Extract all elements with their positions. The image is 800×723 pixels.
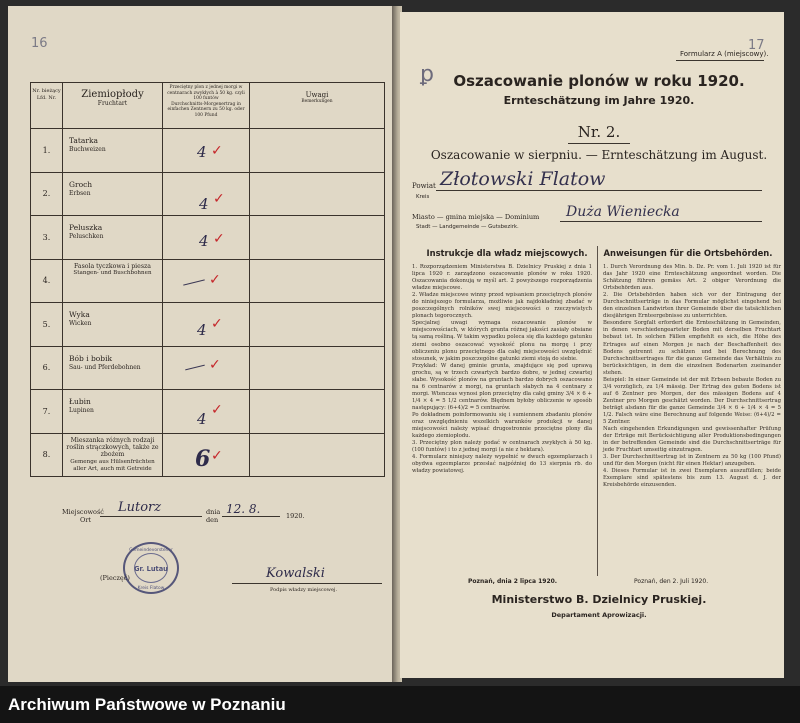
yield-cell: [163, 216, 250, 260]
place-label-de: Ort: [80, 516, 92, 524]
crop-pl: Wyka: [69, 310, 90, 319]
header-nr: Nr. bieżący Lfd. Nr.: [31, 83, 63, 129]
check-mark-icon: ✓: [211, 402, 223, 418]
signature-label: Podpis władzy miejscowej.: [270, 587, 338, 593]
row-nr: 1.: [31, 129, 63, 173]
form-number: Nr. 2.: [577, 123, 621, 141]
de-paragraph: 3. Der Durchschnittsertrag ist in Zentnern zu 50 kg (100 Pfund) und für den Morgen (nicht für einen Hektar) anzugeben.: [603, 454, 781, 468]
check-mark-icon: ✓: [213, 190, 225, 207]
remarks-cell: [250, 172, 385, 216]
yield-cell: [163, 433, 250, 477]
check-mark-icon: ✓: [213, 231, 225, 247]
header-remarks-pl: Uwagi: [305, 91, 329, 99]
instructions-pl: [412, 264, 592, 475]
seal-bottom-text: Kreis Flatow: [137, 586, 165, 591]
yield-cell: [163, 172, 250, 216]
row-nr: 5.: [31, 303, 63, 347]
instructions-de-heading: Anweisungen für die Ortsbehörden.: [603, 248, 773, 258]
crop-yield-table: [30, 82, 385, 477]
county-line: [436, 190, 762, 191]
table-row: [31, 433, 385, 477]
date-value: 12. 8.: [226, 502, 261, 516]
pl-paragraph: 4. Formularz niniejszy należy wypełnić w dwuch egzemplarzach i obydwa egzemplarze przesłać najpóźniej do 13 sierpnia rb. do władzy powiatowej.: [412, 454, 592, 475]
archive-caption: Archiwum Państwowe w Poznaniu: [8, 695, 286, 714]
county-value: Złotowski Flatow: [440, 168, 606, 190]
crop-pl: Mieszanka różnych rodzaji roślin strączkowych, także ze zbożem: [66, 436, 159, 459]
place-type-label: Miasto — gmina miejska — Dominium: [412, 213, 540, 221]
county-label: Powiat: [412, 182, 436, 190]
yield-value: 4: [197, 143, 207, 161]
table-row: [31, 216, 385, 260]
table-header-row: [31, 83, 385, 129]
place-label: Miejscowość: [62, 508, 104, 516]
table-row: [31, 346, 385, 390]
header-crop: [63, 83, 163, 129]
crop-pl: Fasola tyczkowa i piesza: [74, 262, 151, 270]
table-row: [31, 129, 385, 173]
yield-value: 4: [197, 321, 207, 339]
crop-cell: [63, 433, 163, 477]
county-label-de: Kreis: [416, 194, 430, 200]
check-mark-icon: ✓: [211, 143, 223, 159]
de-paragraph: 4. Dieses Formular ist in zwei Exemplaren auszufüllen; beide Exemplare sind spätestens bis zum 13. August d. J. der Kreisbehörde einzusenden.: [603, 468, 781, 489]
table-row: [31, 390, 385, 434]
remarks-cell: [250, 346, 385, 390]
dash-mark: [185, 364, 205, 370]
pl-paragraph: 3. Przeciętny plon należy podać w centnarach zwykłych à 50 kg. (100 funtów) i to z jednej morgi (a nie z hektara).: [412, 440, 592, 454]
pl-paragraph: 1. Rozporządzeniem Ministerstwa B. Dzielnicy Pruskiej z dnia 1 lipca 1920 r. zarządzono oszacowanie plonów w roku 1920. Oszacowania dokonują w myśl art. 2 powyższego rozporządzenia władze miejscowe.: [412, 264, 592, 292]
date-pl: Poznań, dnia 2 lipca 1920.: [468, 578, 558, 585]
document-title: Oszacowanie plonów w roku 1920.: [453, 72, 745, 90]
date-label-de: den: [206, 516, 219, 524]
instructions-pl-heading: Instrukcje dla władz miejscowych.: [426, 248, 588, 258]
crop-pl: Peluszka: [69, 223, 103, 232]
de-paragraph: Besondere Sorgfalt erfordert die Ernteschätzung in Gemeinden, in denen verschiedengearteter Boden mit derselben Fruchtart bebaut ist. In solchen Fällen empfiehlt es sich, die Höhe des Ertrages auf einen Morgen je nach der Beschaffenheit des Bodens getrennt zu schätzen und bei Berechnung des Durchschnittsertrages für die ganze Gemeinde das Verhältnis zu berücksichtigen, in dem die einzelnen Bodenarten zueinander stehen.: [603, 320, 781, 376]
check-mark-icon: ✓: [209, 356, 221, 373]
yield-value: 6: [195, 445, 211, 472]
remarks-cell: [250, 433, 385, 477]
pencil-page-number-right: 17: [748, 38, 765, 53]
archive-caption-bar: [0, 686, 800, 723]
remarks-cell: [250, 303, 385, 347]
pl-paragraph: Po dokładnem poinformowaniu się i sumiennem zbadaniu plonów oraz uwzględnieniu wszelkich warunków produkcji w danej miejscowości należy wpisać drugostronnie przeciętne plony dla każdego ziemiopłodu.: [412, 411, 592, 440]
crop-de: Lupinen: [69, 407, 94, 414]
de-paragraph: 1. Durch Verordnung des Min. b. Dz. Pr. vom 1. Juli 1920 ist für das Jahr 1920 eine Ernteschätzung angeordnet worden. Die Schätzung führen gemäss Art. 2 obiger Verordnung die Ortsbehörden aus.: [603, 264, 781, 292]
check-mark-icon: ✓: [209, 271, 221, 288]
date-year: 1920.: [286, 512, 305, 520]
header-remarks: [250, 83, 385, 129]
remarks-cell: [250, 390, 385, 434]
seal-mid-text: Gr. Lutau: [134, 565, 168, 573]
form-label: Formularz A (miejscowy).: [680, 50, 769, 58]
crop-cell: [63, 216, 163, 260]
yield-cell: [163, 303, 250, 347]
header-yield-pl: Przeciętny plon z jednej morgi w centnarach zwykłych à 50 kg. czyli 100 funtów: [167, 85, 245, 102]
place-type-value: Duża Wieniecka: [566, 204, 680, 220]
crop-de: Wicken: [69, 320, 92, 327]
remarks-cell: [250, 216, 385, 260]
row-nr: 8.: [31, 433, 63, 477]
document-title-de: Ernteschätzung im Jahre 1920.: [503, 94, 695, 107]
remarks-cell: [250, 259, 385, 303]
crop-cell: [63, 390, 163, 434]
crop-pl: Bób i bobik: [69, 353, 113, 363]
yield-cell: [163, 259, 250, 303]
yield-value: 4: [199, 194, 209, 213]
pencil-page-number-left: 16: [31, 36, 48, 51]
form-label-underline: [676, 60, 764, 61]
column-divider: [597, 246, 598, 576]
seal-label: (Pieczęć): [100, 574, 130, 582]
pl-paragraph: Przykład: W danej gminie grunta, znajdujące się pod uprawą grochu, są w trzech czwartych bardzo dobre, w jednej czwartej słabe. Wysokość plonów na gruntach bardzo dobrych oszacowano na 6 centnarów z morgi, na gruntach słabych na 4 centnary z morgi. Wtenczas wynosi plon przeciętny dla całej gminy 3/4 × 6 + 1/4 × 4 = 5 1/2 centnarów. Błędnem byłoby obliczenie w sposób następujący: (6+4)/2 = 5 centnarów.: [412, 362, 592, 411]
official-signature: Kowalski: [266, 566, 325, 581]
crop-de: Sau- und Pferdebohnen: [69, 363, 141, 371]
yield-cell: [163, 129, 250, 173]
date-label: dnia: [206, 508, 221, 516]
place-value: Lutorz: [118, 500, 162, 515]
place-line: [100, 516, 202, 517]
table-row: [31, 303, 385, 347]
header-yield-de: Durchschnitts-Morgenertrag in einfachen Zentnern zu 50 kg. oder 100 Pfund: [167, 101, 245, 118]
dash-mark: [183, 279, 205, 285]
row-nr: 6.: [31, 346, 63, 390]
crop-de: Erbsen: [69, 189, 91, 197]
header-crop-pl: Ziemiopłody: [81, 89, 144, 100]
row-nr: 7.: [31, 390, 63, 434]
row-nr: 3.: [31, 216, 63, 260]
row-nr: 2.: [31, 172, 63, 216]
form-number-underline: [568, 143, 630, 144]
yield-value: 4: [199, 232, 209, 250]
crop-pl: Tatarka: [69, 136, 98, 145]
seal-top-text: Gemeindevorsteher: [129, 548, 173, 553]
instructions-de: [603, 264, 781, 490]
estimation-period: Oszacowanie w sierpniu. — Ernteschätzung im August.: [430, 148, 768, 162]
table-row: [31, 172, 385, 216]
signature-line: [232, 583, 382, 584]
yield-cell: [163, 346, 250, 390]
crop-de: Stangen- und Buschbohnen: [73, 269, 152, 276]
yield-cell: [163, 390, 250, 434]
crop-cell: [63, 259, 163, 303]
yield-value: 4: [197, 410, 207, 428]
date-line: [222, 516, 280, 517]
ministry-name: Ministerstwo B. Dzielnicy Pruskiej.: [491, 593, 707, 606]
crop-de: Buchweizen: [69, 146, 106, 153]
department-name: Departament Aprowizacji.: [551, 611, 647, 619]
pencil-mark: ꝑ: [420, 62, 434, 87]
header-yield: [163, 83, 250, 129]
place-type-label-de: Stadt — Landgemeinde — Gutsbezirk.: [416, 224, 519, 230]
crop-pl: Łubin: [69, 397, 91, 406]
crop-cell: [63, 346, 163, 390]
header-remarks-de: Bemerkungen: [301, 99, 333, 104]
place-type-line: [560, 221, 762, 222]
pl-paragraph: Specjalnej uwagi wymaga oszacowanie plonów w miejscowościach, w których grunta różnej jakości zasiały obsiane tą samą rośliną. W takim wypadku poleca się dla każdego gatunku ziemi osobno oszacować wysokość plonu na morgę i przy obliczeniu plonu przeciętnego dla całej miejscowości uwzględnić stosunek, w jakim poszczególne gatunki ziemi stoją do siebie.: [412, 320, 592, 362]
crop-cell: [63, 129, 163, 173]
crop-de: Peluschken: [69, 233, 104, 240]
pl-paragraph: 2. Władze miejscowe winny przed wpisaniem przeciętnych plonów do niniejszego formularza, możliwie jak najdokładniej zbadać w poszczególnych rolników swej miejscowości o rzeczywistych plonach tegorocznych.: [412, 292, 592, 320]
de-paragraph: Nach eingehenden Erkundigungen und gewissenhafter Prüfung der Erträge mit Berücksichtigung aller Produktionsbedingungen in der betreffenden Gemeinde sind die Durchschnittserträge für jede Fruchtart umseitig einzutragen.: [603, 426, 781, 454]
municipal-seal: [123, 542, 179, 594]
de-paragraph: 2. Die Ortsbehörden haben sich vor der Eintragung der Durchschnittserträge in das Formular möglichst eingehend bei den einzelnen Landwirten ihrer Gemeinde über die tatsächlichen diesjährigen Ernteergebnisse zu unterrichten.: [603, 292, 781, 320]
crop-cell: [63, 172, 163, 216]
crop-pl: Groch: [69, 179, 93, 189]
table-row: [31, 259, 385, 303]
remarks-cell: [250, 129, 385, 173]
crop-cell: [63, 303, 163, 347]
date-de: Poznań, den 2. Juli 1920.: [634, 578, 709, 585]
row-nr: 4.: [31, 259, 63, 303]
header-crop-de: Fruchtart: [97, 100, 128, 107]
de-paragraph: Beispiel: In einer Gemeinde ist der mit Erbsen bebaute Boden zu 3/4 vorzüglich, zu 1/4 mässig. Der Ertrag des guten Bodens ist auf 6 Zentner pro Morgen, der des mässigen Bodens auf 4 Zentner pro Morgen geschätzt worden. Der Durchschnittsertrag beträgt alsdann für die ganze Gemeinde 3/4 × 6 + 1/4 × 4 = 5 1/2. Falsch wäre eine Berechnung auf folgende Weise: (6+4)/2 = 5 Zentner.: [603, 376, 781, 426]
crop-de: Gemenge aus Hülsenfrüchten aller Art, auch mit Getreide: [70, 458, 155, 473]
check-mark-icon: ✓: [211, 447, 223, 464]
check-mark-icon: ✓: [211, 316, 223, 332]
